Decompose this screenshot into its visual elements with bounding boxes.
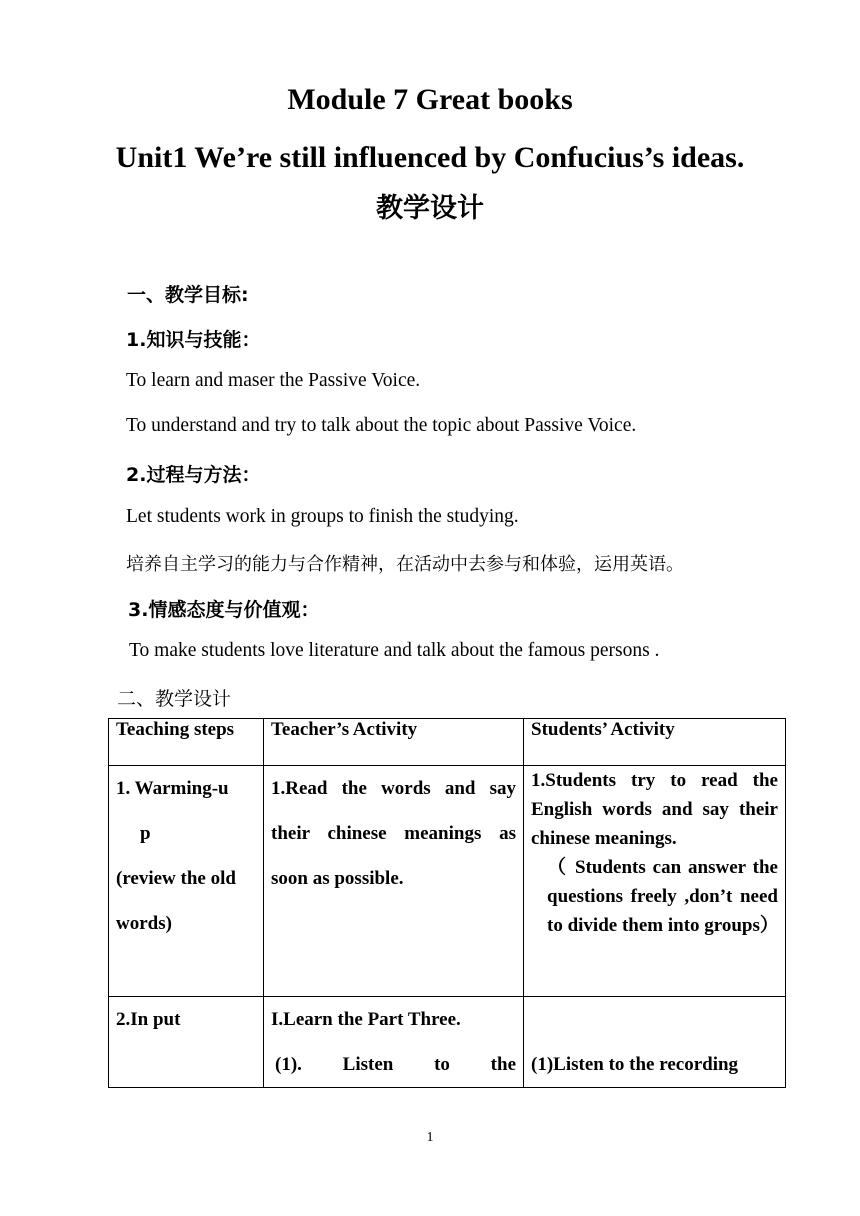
sub2-line-2: 培养自主学习的能力与合作精神，在活动中去参与和体验，运用英语。: [126, 554, 684, 575]
step-line: p: [140, 823, 151, 844]
sub2-label: 2.过程与方法：: [126, 464, 261, 486]
step-cell: [109, 766, 264, 997]
teacher-line: [271, 1042, 516, 1087]
doc-subtitle: Unit1 We’re still influenced by Confucius’s ideas.: [115, 141, 745, 174]
students-paragraph: 1.Students try to read the English words and say their chinese meanings.: [531, 770, 778, 849]
sub2-line-1: Let students work in groups to finish the studying.: [126, 506, 519, 527]
section2-heading: 二、教学设计: [117, 688, 232, 710]
header-teaching-steps: Teaching steps: [109, 719, 264, 766]
sub1-label: 1.知识与技能：: [126, 329, 261, 351]
teacher-cell: 1.Read the words and say their chinese meanings as soon as possible.: [264, 766, 524, 997]
step-line: 1. Warming-u: [116, 778, 229, 799]
students-cell: [524, 997, 786, 1088]
teacher-word: the: [490, 1054, 516, 1075]
section1-heading: 一、教学目标:: [127, 284, 249, 306]
teacher-word: to: [434, 1054, 450, 1075]
step-cell: 2.In put: [109, 997, 264, 1088]
step-line: words): [116, 913, 172, 934]
teacher-cell: [264, 997, 524, 1088]
table-header-row: [109, 719, 786, 766]
students-line: (1)Listen to the recording: [531, 1054, 739, 1075]
sub3-label: 3.情感态度与价值观：: [128, 599, 320, 621]
page-number: 1: [426, 1130, 434, 1145]
table-row: [109, 997, 786, 1088]
teacher-word: (1).: [275, 1054, 302, 1075]
doc-subtitle-cn: 教学设计: [376, 193, 484, 224]
doc-title: Module 7 Great books: [287, 83, 573, 116]
sub3-line-1: To make students love literature and talk about the famous persons .: [129, 640, 660, 661]
teacher-line: I.Learn the Part Three.: [271, 1009, 461, 1030]
students-paragraph: （ Students can answer the questions freely ,don’t need to divide them into groups）: [547, 857, 779, 936]
header-students-activity: Students’ Activity: [524, 719, 786, 766]
step-line: (review the old: [116, 868, 236, 889]
lesson-plan-table: [108, 718, 786, 1088]
students-cell: [524, 766, 786, 997]
teacher-word: Listen: [342, 1054, 394, 1075]
sub1-line-2: To understand and try to talk about the topic about Passive Voice.: [126, 415, 637, 436]
header-teacher-activity: Teacher’s Activity: [264, 719, 524, 766]
table-row: [109, 766, 786, 997]
sub1-line-1: To learn and maser the Passive Voice.: [126, 370, 421, 391]
